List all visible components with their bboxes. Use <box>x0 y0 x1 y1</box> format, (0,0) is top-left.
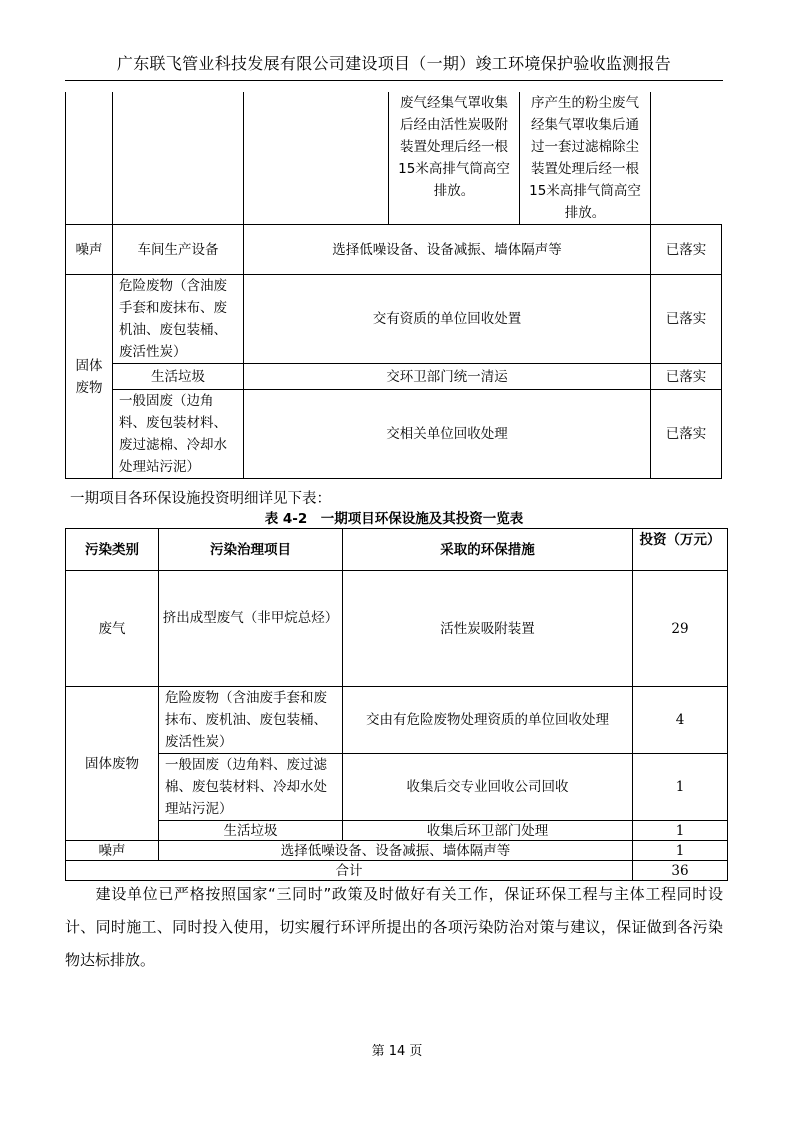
header-cell: 投资（万元） <box>633 529 728 571</box>
status-cell: 已落实 <box>651 390 722 479</box>
header-rule <box>65 80 723 81</box>
invest-cell: 1 <box>633 841 728 861</box>
invest-cell: 1 <box>633 754 728 821</box>
paragraph-text: 建设单位已严格按照国家“三同时”政策及时做好有关工作，保证环保工程与主体工程同时设计、同时施工、同时投入使用，切实履行环评所提出的各项污染防治对策与建议，保证做到各污染物达标排放。 <box>65 885 723 969</box>
table-row <box>66 364 722 390</box>
source-cell: 一般固废（边角料、废包装材料、废过滤棉、冷却水处理站污泥） <box>113 390 244 479</box>
table-cell <box>113 92 244 225</box>
report-header-title: 广东联飞管业科技发展有限公司建设项目（一期）竣工环境保护验收监测报告 <box>116 54 672 73</box>
measure-cell: 交相关单位回收处理 <box>244 390 651 479</box>
table-cell: 序产生的粉尘废气经集气罩收集后通过一套过滤棉除尘装置处理后经一根15米高排气筒高空排放。 <box>520 92 651 225</box>
status-cell: 已落实 <box>651 364 722 390</box>
status-cell: 已落实 <box>651 275 722 364</box>
body-paragraph <box>65 878 723 977</box>
invest-cell: 4 <box>633 687 728 754</box>
invest-cell: 1 <box>633 821 728 841</box>
header-cell: 污染治理项目 <box>159 529 343 571</box>
category-cell: 噪声 <box>66 841 159 861</box>
category-cell: 固体废物 <box>66 687 159 841</box>
measure-cell: 交环卫部门统一清运 <box>244 364 651 390</box>
table-row <box>66 754 728 821</box>
header-cell: 污染类别 <box>66 529 159 571</box>
measure-cell: 收集后环卫部门处理 <box>343 821 633 841</box>
measure-cell: 活性炭吸附装置 <box>343 571 633 687</box>
category-cell: 废气 <box>66 571 159 687</box>
table-row <box>66 390 722 479</box>
header-cell: 采取的环保措施 <box>343 529 633 571</box>
intro-text: 一期项目各环保设施投资明细详见下表： <box>70 491 331 507</box>
table-cell: 废气经集气罩收集后经由活性炭吸附装置处理后经一根15米高排气筒高空排放。 <box>389 92 520 225</box>
category-cell: 噪声 <box>66 225 113 275</box>
page-number: 第 14 页 <box>371 1044 423 1059</box>
table-cell <box>651 92 722 225</box>
table-cell <box>244 92 389 225</box>
table-row <box>66 225 722 275</box>
table-row <box>66 92 722 225</box>
project-cell: 生活垃圾 <box>159 821 343 841</box>
table-row <box>66 841 728 861</box>
invest-cell: 29 <box>633 571 728 687</box>
measures-table <box>65 92 722 479</box>
investment-table <box>65 528 728 881</box>
table-header-row <box>66 529 728 571</box>
table-row <box>66 571 728 687</box>
category-cell: 固体废物 <box>66 275 113 479</box>
table-row <box>66 687 728 754</box>
table-row <box>66 821 728 841</box>
status-cell: 已落实 <box>651 225 722 275</box>
source-cell: 危险废物（含油废手套和废抹布、废机油、废包装桶、废活性炭） <box>113 275 244 364</box>
table-caption: 表 4-2 一期项目环保设施及其投资一览表 <box>264 511 524 527</box>
total-invest-cell: 36 <box>633 861 728 881</box>
source-cell: 车间生产设备 <box>113 225 244 275</box>
measure-cell: 收集后交专业回收公司回收 <box>343 754 633 821</box>
measure-cell: 交有资质的单位回收处置 <box>244 275 651 364</box>
measure-cell: 选择低噪设备、设备减振、墙体隔声等 <box>244 225 651 275</box>
project-cell: 危险废物（含油废手套和废抹布、废机油、废包装桶、废活性炭） <box>159 687 343 754</box>
project-cell: 挤出成型废气（非甲烷总烃） <box>159 571 343 687</box>
table-row <box>66 275 722 364</box>
measure-cell: 选择低噪设备、设备减振、墙体隔声等 <box>159 841 633 861</box>
source-cell: 生活垃圾 <box>113 364 244 390</box>
project-cell: 一般固废（边角料、废过滤棉、废包装材料、冷却水处理站污泥） <box>159 754 343 821</box>
measure-cell: 交由有危险废物处理资质的单位回收处理 <box>343 687 633 754</box>
table-cell <box>66 92 113 225</box>
total-label-cell: 合计 <box>66 861 633 881</box>
